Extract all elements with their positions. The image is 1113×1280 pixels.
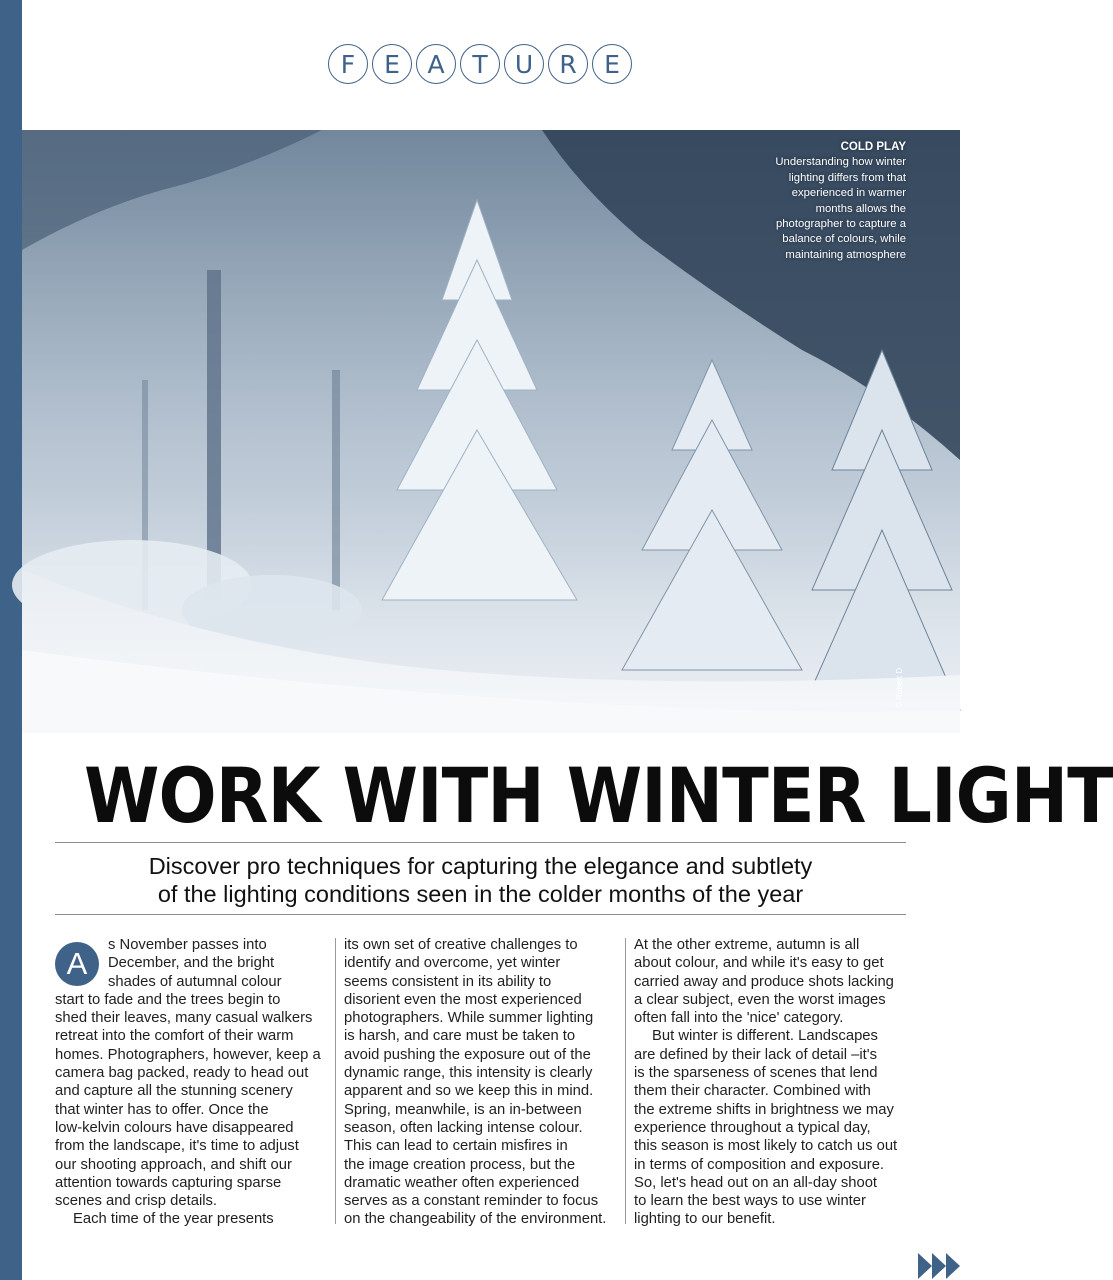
body-line: At the other extreme, autumn is all xyxy=(634,937,860,953)
standfirst-line: of the lighting conditions seen in the colder months of the year xyxy=(157,881,804,907)
body-line: shed their leaves, many casual walkers xyxy=(55,1010,313,1027)
standfirst xyxy=(55,852,906,908)
kicker-letter: E xyxy=(372,44,412,84)
body-column-3 xyxy=(634,936,906,1229)
divider xyxy=(55,914,906,915)
body-line: photographers. While summer lighting xyxy=(344,1010,594,1027)
body-line: identify and overcome, yet winter xyxy=(344,955,561,972)
kicker-letter: A xyxy=(416,44,456,84)
body-line: a clear subject, even the worst images xyxy=(634,991,886,1008)
column-rule xyxy=(625,938,626,1224)
body-line: dramatic weather often experienced xyxy=(344,1174,580,1191)
body-line: to learn the best ways to use winter xyxy=(634,1193,866,1210)
body-line: serves as a constant reminder to focus xyxy=(344,1193,599,1210)
body-line: our shooting approach, and shift our xyxy=(55,1156,292,1173)
caption-line: maintaining atmosphere xyxy=(785,248,906,261)
body-line: that winter has to offer. Once the xyxy=(55,1101,269,1118)
body-line: and capture all the stunning scenery xyxy=(55,1083,293,1100)
side-color-bar xyxy=(0,0,22,1280)
body-line: December, and the bright xyxy=(108,955,275,972)
body-line: avoid pushing the exposure out of the xyxy=(344,1046,591,1063)
body-line: the extreme shifts in brightness we may xyxy=(634,1101,894,1118)
section-kicker xyxy=(0,44,960,84)
body-line: about colour, and while it's easy to get xyxy=(634,955,884,972)
caption-line: Understanding how winter xyxy=(775,156,906,169)
body-line: Spring, meanwhile, is an in-between xyxy=(344,1101,582,1118)
photo-credit: © Robert D xyxy=(895,667,904,708)
divider xyxy=(55,842,906,843)
body-line: disorient even the most experienced xyxy=(344,991,582,1008)
body-line: attention towards capturing sparse xyxy=(55,1174,282,1191)
body-line: season, often lacking intense colour. xyxy=(344,1119,583,1136)
body-line: them their character. Combined with xyxy=(634,1083,871,1100)
next-page-arrows-icon[interactable] xyxy=(918,1253,960,1279)
kicker-letter: R xyxy=(548,44,588,84)
body-line: apparent and so we keep this in mind. xyxy=(344,1083,594,1100)
body-line: low-kelvin colours have disappeared xyxy=(55,1119,294,1136)
body-line: lighting to our benefit. xyxy=(634,1211,776,1228)
body-line: camera bag packed, ready to head out xyxy=(55,1065,309,1082)
body-line: the image creation process, but the xyxy=(344,1156,576,1173)
body-line: carried away and produce shots lacking xyxy=(634,973,894,990)
arrow-icon xyxy=(932,1253,946,1279)
standfirst-line: Discover pro techniques for capturing the elegance and subtlety xyxy=(148,853,813,879)
kicker-letter: U xyxy=(504,44,544,84)
article-headline: WORK WITH WINTER LIGHT xyxy=(84,751,1113,840)
body-column-1 xyxy=(55,936,327,1229)
body-line: this season is most likely to catch us out xyxy=(634,1138,898,1155)
body-line: seems consistent in its ability to xyxy=(344,973,552,990)
body-line: in terms of composition and exposure. xyxy=(634,1156,885,1173)
body-line: are defined by their lack of detail –it's xyxy=(634,1046,877,1063)
photo-caption xyxy=(706,140,906,263)
body-line: is the sparseness of scenes that lend xyxy=(634,1065,878,1082)
caption-line: balance of colours, while xyxy=(782,233,906,246)
body-line: This can lead to certain misfires in xyxy=(344,1138,568,1155)
caption-line: experienced in warmer xyxy=(791,187,906,200)
body-line: s November passes into xyxy=(108,937,267,953)
body-line: But winter is different. Landscapes xyxy=(652,1028,878,1045)
arrow-icon xyxy=(946,1253,960,1279)
body-line: on the changeability of the environment. xyxy=(344,1211,607,1228)
body-line: from the landscape, it's time to adjust xyxy=(55,1138,299,1155)
caption-line: months allows the xyxy=(815,202,906,215)
body-line: scenes and crisp details. xyxy=(55,1193,218,1210)
body-line: experience throughout a typical day, xyxy=(634,1119,871,1136)
drop-cap: A xyxy=(55,942,99,986)
column-rule xyxy=(335,938,336,1224)
body-line: So, let's head out on an all-day shoot xyxy=(634,1174,878,1191)
kicker-letter: T xyxy=(460,44,500,84)
caption-line: lighting differs from that xyxy=(788,171,906,184)
body-column-2 xyxy=(344,936,616,1229)
body-line: its own set of creative challenges to xyxy=(344,937,578,953)
body-line: retreat into the comfort of their warm xyxy=(55,1028,294,1045)
kicker-letter: F xyxy=(328,44,368,84)
arrow-icon xyxy=(918,1253,932,1279)
caption-line: photographer to capture a xyxy=(775,218,906,231)
body-line: homes. Photographers, however, keep a xyxy=(55,1046,321,1063)
body-line: dynamic range, this intensity is clearly xyxy=(344,1065,593,1082)
body-line: is harsh, and care must be taken to xyxy=(344,1028,576,1045)
body-line: start to fade and the trees begin to xyxy=(55,991,281,1008)
kicker-letter: E xyxy=(592,44,632,84)
body-line: shades of autumnal colour xyxy=(108,973,282,990)
body-line: often fall into the 'nice' category. xyxy=(634,1010,844,1027)
body-line: Each time of the year presents xyxy=(73,1211,274,1228)
caption-title: COLD PLAY xyxy=(840,141,906,153)
